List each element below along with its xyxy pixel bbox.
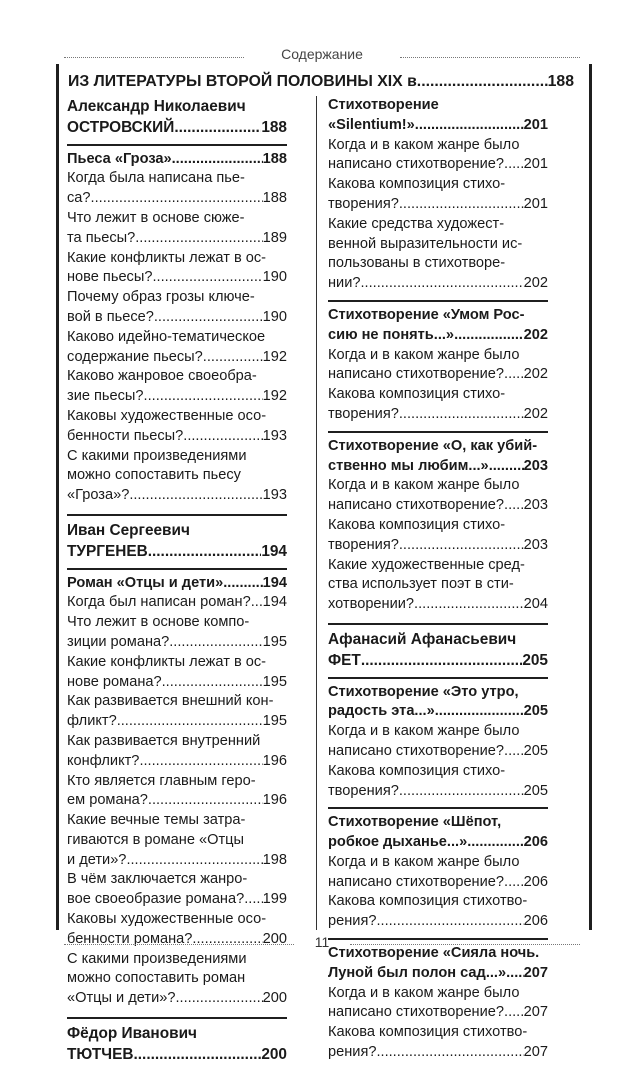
author-entry [67, 1044, 287, 1065]
page-number: 206 [523, 913, 548, 930]
leader-dots [467, 833, 523, 853]
question-line: Какие конфликты лежат в ос- [67, 653, 267, 670]
question-text: нове пьесы? [67, 269, 153, 286]
divider [67, 568, 287, 570]
page-number: 203 [523, 497, 548, 514]
question-last-line [328, 1043, 548, 1063]
question-text: ем романа? [67, 792, 148, 809]
leader-dots [144, 387, 263, 407]
leader-dots [172, 150, 263, 170]
toc-question [67, 950, 287, 1009]
work-title: Луной был полон сад...» [328, 964, 507, 981]
page-number: 202 [523, 366, 548, 383]
leader-dots [203, 348, 263, 368]
question-list [328, 722, 548, 801]
work-title-line: Стихотворение «Это утро, [328, 683, 519, 700]
question-list [328, 136, 548, 294]
divider [67, 514, 287, 516]
question-list [328, 984, 548, 1063]
question-line: Когда и в каком жанре было [328, 346, 520, 363]
page-number: 202 [523, 326, 548, 343]
divider [328, 431, 548, 433]
leader-dots [504, 496, 524, 516]
page-number: 201 [523, 116, 548, 133]
toc-question [328, 476, 548, 516]
question-text: творения? [328, 782, 399, 799]
work-title-line: Стихотворение [328, 97, 439, 113]
work-entry [328, 457, 548, 477]
page-number: 196 [262, 792, 287, 809]
author-name-first: Александр Николаевич [67, 98, 246, 115]
toc-question [328, 762, 548, 802]
question-last-line [67, 427, 287, 447]
question-line: пользованы в стихотворе- [328, 255, 506, 272]
running-header [64, 46, 580, 66]
question-line: Какие средства художест- [328, 215, 505, 232]
page-number: 194 [261, 542, 287, 560]
leader-dots [399, 405, 524, 425]
leader-dots [148, 791, 263, 811]
question-line: Какова композиция стихо- [328, 176, 506, 193]
author-name-first: Иван Сергеевич [67, 521, 190, 539]
leader-dots [504, 155, 524, 175]
toc-right-column [328, 96, 548, 1063]
question-text: рения? [328, 1044, 377, 1061]
section-title: ИЗ ЛИТЕРАТУРЫ ВТОРОЙ ПОЛОВИНЫ XIX в. [68, 73, 422, 90]
work-title: радость эта...» [328, 703, 435, 720]
leader-dots [174, 118, 261, 138]
page-number: 190 [262, 308, 287, 325]
column-divider [316, 96, 317, 930]
question-text: са? [67, 190, 91, 207]
toc-question [328, 516, 548, 556]
work-title: Пьеса «Гроза» [67, 150, 172, 167]
leader-dots [506, 964, 524, 984]
question-line: Когда была написана пье- [67, 170, 245, 187]
question-text: фликт? [67, 713, 117, 730]
question-text: и дети»? [67, 851, 127, 868]
page-number: 188 [262, 150, 287, 167]
leader-dots [154, 308, 263, 328]
question-line: Каково идейно-тематическое [67, 328, 266, 345]
page-number: 201 [523, 156, 548, 173]
question-last-line [328, 742, 548, 762]
work-entry [67, 150, 287, 170]
toc-question [328, 385, 548, 425]
question-line: Какие конфликты лежат в ос- [67, 249, 267, 266]
leader-dots [244, 890, 262, 910]
question-last-line [67, 268, 287, 288]
question-line: Какова композиция стихо- [328, 762, 506, 779]
page-number: 204 [523, 596, 548, 613]
question-text: написано стихотворение? [328, 156, 505, 173]
author-surname: ОСТРОВСКИЙ [67, 118, 175, 136]
question-line: В чём заключается жанро- [67, 871, 248, 888]
toc-question [67, 169, 287, 209]
leader-dots [152, 268, 262, 288]
leader-dots [414, 595, 524, 615]
question-line: С какими произведениями [67, 950, 247, 967]
question-text: написано стихотворение? [328, 366, 505, 383]
work-entry [67, 574, 287, 594]
question-line: Кто является главным геро- [67, 772, 256, 789]
leader-dots [175, 989, 262, 1009]
leader-dots [415, 116, 524, 136]
leader-dots [376, 912, 523, 932]
question-last-line [328, 595, 548, 615]
leader-dots [489, 457, 524, 477]
question-text: хотворении? [328, 596, 415, 613]
question-list [328, 476, 548, 615]
question-last-line [328, 405, 548, 425]
question-last-line [328, 873, 548, 893]
question-text: написано стихотворение? [328, 873, 505, 890]
divider [328, 623, 548, 625]
question-list [67, 169, 287, 506]
question-line: Когда и в каком жанре было [328, 723, 520, 740]
author-entry [328, 650, 548, 671]
question-last-line [67, 752, 287, 772]
author-surname: ТУРГЕНЕВ [67, 542, 148, 560]
question-last-line [67, 189, 287, 209]
question-line: Как развивается внешний кон- [67, 693, 274, 710]
question-last-line [328, 912, 548, 932]
question-text: рения? [328, 913, 377, 930]
question-text: творения? [328, 195, 399, 212]
question-line: можно сопоставить пьесу [67, 467, 241, 484]
leader-dots [504, 873, 524, 893]
question-last-line [67, 791, 287, 811]
question-line: Каковы художественные осо- [67, 407, 267, 424]
author-name-first: Афанасий Афанасьевич [328, 630, 517, 648]
question-text: зиции романа? [67, 633, 170, 650]
page-number: 205 [523, 703, 548, 720]
toc-question [67, 772, 287, 812]
divider [328, 677, 548, 679]
question-last-line [328, 195, 548, 215]
work-title-line: Стихотворение «О, как убий- [328, 437, 538, 454]
toc-question [67, 593, 287, 613]
leader-dots [360, 274, 523, 294]
question-list [328, 346, 548, 425]
leader-dots [504, 742, 524, 762]
toc-question [328, 556, 548, 615]
question-text: вой в пьесе? [67, 308, 154, 325]
question-last-line [328, 365, 548, 385]
question-text: творения? [328, 405, 399, 422]
leader-dots [139, 752, 262, 772]
question-last-line [67, 229, 287, 249]
page-number: 189 [262, 229, 287, 246]
toc-question [328, 346, 548, 386]
author-surname: ТЮТЧЕВ [67, 1045, 134, 1063]
page-number: 202 [523, 405, 548, 422]
work-entry [328, 326, 548, 346]
question-text: бенности пьесы? [67, 427, 184, 444]
question-last-line [67, 348, 287, 368]
leader-dots [454, 326, 524, 346]
page-number: 195 [262, 673, 287, 690]
header-dotted-rule [400, 57, 580, 58]
question-line: Какова композиция стихо- [328, 516, 506, 533]
question-last-line [328, 1003, 548, 1023]
work-title-line: Стихотворение «Сияла ночь. [328, 945, 540, 962]
page-number: 193 [262, 427, 287, 444]
question-line: Каковы художественные осо- [67, 911, 267, 928]
question-line: Какие вечные темы затра- [67, 812, 246, 829]
question-line: С какими произведениями [67, 447, 247, 464]
leader-dots [504, 365, 524, 385]
work-title-line: Стихотворение «Шёпот, [328, 814, 502, 831]
question-text: написано стихотворение? [328, 1004, 505, 1021]
leader-dots [399, 536, 524, 556]
page-number: 205 [523, 742, 548, 759]
question-line: Когда и в каком жанре было [328, 136, 520, 153]
leader-dots [134, 1045, 262, 1065]
question-last-line [328, 782, 548, 802]
question-last-line [328, 274, 548, 294]
page-number: 200 [262, 930, 287, 947]
page-number: 192 [262, 348, 287, 365]
page-number: 188 [262, 190, 287, 207]
work-title: ственно мы любим...» [328, 457, 489, 474]
leader-dots [361, 651, 523, 671]
toc-question [328, 1023, 548, 1063]
toc-question [67, 249, 287, 289]
work-title: Роман «Отцы и дети» [67, 574, 224, 591]
page-number: 200 [262, 990, 287, 1007]
question-last-line [328, 496, 548, 516]
leader-dots [148, 542, 262, 562]
question-line: гиваются в романе «Отцы [67, 831, 244, 848]
toc-question [328, 892, 548, 932]
toc-left-column [67, 96, 287, 1065]
question-line: Какие художественные сред- [328, 556, 525, 573]
leader-dots [117, 712, 263, 732]
question-text: написано стихотворение? [328, 497, 505, 514]
question-line: Почему образ грозы ключе- [67, 289, 255, 306]
page-number: 202 [523, 275, 548, 292]
divider [328, 807, 548, 809]
page-number: 196 [262, 752, 287, 769]
question-line: Что лежит в основе компо- [67, 614, 250, 631]
page-number-footer: 11 [314, 934, 330, 950]
leader-dots [129, 486, 262, 506]
leader-dots [251, 593, 263, 613]
leader-dots [435, 702, 524, 722]
question-last-line [67, 593, 287, 613]
author-surname: ФЕТ [328, 651, 361, 669]
leader-dots [169, 633, 262, 653]
leader-dots [135, 229, 262, 249]
author-name-first: Фёдор Иванович [67, 1025, 197, 1043]
question-line: Каково жанровое своеобра- [67, 368, 257, 385]
page-number: 203 [523, 536, 548, 553]
toc-question [67, 613, 287, 653]
page-number: 188 [261, 118, 287, 136]
leader-dots [126, 851, 262, 871]
question-text: творения? [328, 536, 399, 553]
toc-question [67, 732, 287, 772]
page-number: 205 [523, 782, 548, 799]
work-title-line: Стихотворение «Умом Рос- [328, 306, 525, 323]
question-text: та пьесы? [67, 229, 136, 246]
toc-question [67, 288, 287, 328]
leader-dots [162, 673, 263, 693]
question-last-line [67, 308, 287, 328]
page-number: 194 [262, 594, 287, 611]
question-line: Что лежит в основе сюже- [67, 209, 245, 226]
question-last-line [67, 851, 287, 871]
question-text: зие пьесы? [67, 388, 144, 405]
question-line: Как развивается внутренний [67, 732, 261, 749]
page-number: 201 [523, 195, 548, 212]
toc-question [67, 328, 287, 368]
toc-question [328, 853, 548, 893]
page-footer [64, 934, 580, 954]
section-heading [68, 72, 574, 92]
question-line: Когда и в каком жанре было [328, 477, 520, 494]
page-number: 200 [261, 1045, 287, 1063]
page-number: 195 [262, 713, 287, 730]
question-text: конфликт? [67, 752, 140, 769]
question-line: ства использует поэт в сти- [328, 576, 514, 593]
page-number: 195 [262, 633, 287, 650]
page-number: 192 [262, 388, 287, 405]
question-line: Какова композиция стихотво- [328, 893, 528, 910]
divider [328, 300, 548, 302]
question-last-line [328, 536, 548, 556]
toc-question [67, 692, 287, 732]
question-text: «Отцы и дети»? [67, 990, 176, 1007]
question-last-line [328, 155, 548, 175]
divider [67, 1017, 287, 1019]
page-number: 190 [262, 269, 287, 286]
toc-question [67, 870, 287, 910]
work-entry [328, 702, 548, 722]
question-text: вое своеобразие романа? [67, 891, 245, 908]
toc-question [328, 215, 548, 294]
page-number: 199 [262, 891, 287, 908]
page-number: 207 [523, 1044, 548, 1061]
question-last-line [67, 890, 287, 910]
toc-question [67, 811, 287, 870]
toc-question [328, 136, 548, 176]
question-last-line [67, 387, 287, 407]
question-text: написано стихотворение? [328, 742, 505, 759]
section-page: 188 [547, 73, 574, 90]
question-last-line [67, 486, 287, 506]
question-line: Какова композиция стихо- [328, 386, 506, 403]
page-number: 206 [523, 873, 548, 890]
question-last-line [67, 989, 287, 1009]
page-number: 207 [523, 1004, 548, 1021]
question-line: венной выразительности ис- [328, 235, 523, 252]
toc-question [67, 447, 287, 506]
fet-works [328, 677, 548, 1063]
leader-dots [399, 782, 524, 802]
question-text: нии? [328, 275, 361, 292]
author-entry [67, 541, 287, 562]
question-last-line [67, 712, 287, 732]
leader-dots [376, 1043, 523, 1063]
question-last-line [67, 673, 287, 693]
toc-question [67, 653, 287, 693]
divider [67, 144, 287, 146]
leader-dots [91, 189, 263, 209]
question-line: можно сопоставить роман [67, 970, 246, 987]
question-text: Когда был написан роман? [67, 594, 251, 611]
leader-dots [421, 72, 547, 92]
question-list [328, 853, 548, 932]
page-number: 206 [523, 834, 548, 851]
footer-dotted-rule [350, 944, 580, 945]
page-number: 194 [262, 574, 287, 591]
leader-dots [223, 574, 262, 594]
question-text: содержание пьесы? [67, 348, 203, 365]
question-line: Когда и в каком жанре было [328, 853, 520, 870]
work-title: «Silentium!» [328, 116, 415, 133]
toc-question [328, 984, 548, 1024]
work-entry [328, 964, 548, 984]
work-entry [328, 833, 548, 853]
question-last-line [67, 633, 287, 653]
question-text: нове романа? [67, 673, 162, 690]
leader-dots [504, 1003, 524, 1023]
toc-question [67, 209, 287, 249]
question-text: «Гроза»? [67, 487, 130, 504]
toc-question [328, 175, 548, 215]
page-number: 193 [262, 487, 287, 504]
page-number: 203 [523, 457, 548, 474]
question-line: Когда и в каком жанре было [328, 984, 520, 1001]
work-title: сию не понять...» [328, 326, 455, 343]
author-entry [67, 117, 287, 138]
toc-question [67, 407, 287, 447]
work-title: робкое дыханье...» [328, 834, 468, 851]
page-number: 205 [522, 651, 548, 669]
question-text: бенности романа? [67, 930, 193, 947]
leader-dots [399, 195, 524, 215]
leader-dots [183, 427, 262, 447]
question-line: Какова композиция стихотво- [328, 1024, 528, 1041]
page-number: 207 [523, 964, 548, 981]
header-title: Содержание [281, 46, 363, 62]
toc-question [67, 367, 287, 407]
work-entry [328, 116, 548, 136]
toc-question [328, 722, 548, 762]
page-number: 198 [262, 851, 287, 868]
